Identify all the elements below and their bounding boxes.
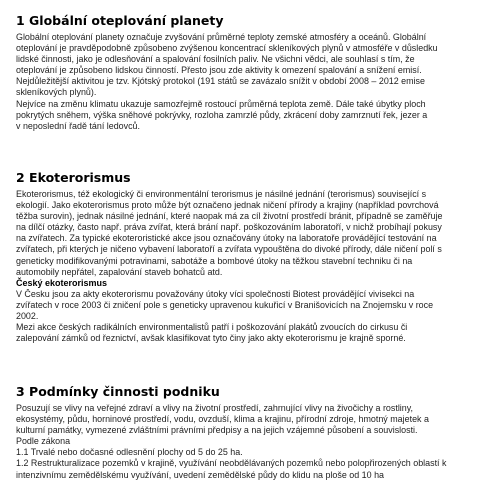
text-line: lidské činnosti, jako je odlesňování a spalování fosilních paliv. Ne všichni vědci, ale souhlasí s tím, že [16, 54, 415, 65]
text-line: skleníkových plynů). [16, 87, 97, 98]
section-1-heading: 1 Globální oteplování planety [16, 13, 224, 28]
text-line: 2002. [16, 311, 39, 322]
section-2-paragraph-1 [16, 189, 478, 278]
text-line: zvířatech v roce 2003 či zničení pole s geneticky upravenou kukuřicí v Branišovicích na Znojemsku v roce [16, 300, 434, 311]
text-line: na zvířatech. Za typické ekoteroristické akce jsou označovány útoky na laboratoře provádějící testování na [16, 233, 437, 244]
text-line: automobily nepřátel, zapalování staveb bohatců atd. [16, 266, 223, 277]
text-line: 1.1 Trvalé nebo dočasné odlesnění plochy od 5 do 25 ha. [16, 447, 243, 458]
text-line: na dílčí otázky, často např. práva zvířat, která brání např. poškozováním laboratoří, v nichž probíhají pokusy [16, 222, 442, 233]
text-line: Globální oteplování planety označuje zvyšování průměrné teploty zemské atmosféry a oceánů. Globální [16, 32, 427, 42]
text-line: zalepování zámků od řeznictví, avšak klasifikovat tyto činy jako akty ekoterorismu je krajně sporné. [16, 333, 406, 344]
text-line: oteplování je pravděpodobně způsobeno zvýšenou koncentrací skleníkových plynů v atmosféře v důsledku [16, 43, 438, 54]
section-3-heading: 3 Podmínky činnosti podniku [16, 384, 220, 399]
text-line: ekologií. Jako ekoterorismus proto může být označeno jednak ničení přírody a krajiny (například povrchová [16, 200, 439, 211]
text-line: Mezi akce českých radikálních environmentalistů patří i poškozování plakátů zvoucích do cirkusu či [16, 322, 408, 332]
section-1-paragraph-2 [16, 99, 478, 132]
text-line: 1.2 Restrukturalizace pozemků v krajině, využívání neobdělávaných pozemků nebo polopřirozených oblastí k [16, 458, 447, 469]
section-2-paragraph-3 [16, 322, 478, 344]
text-line: Posuzují se vlivy na veřejné zdraví a vlivy na životní prostředí, zahrnující vlivy na živočichy a rostliny, [16, 403, 414, 413]
text-line: geneticky modifikovanými potravinami, sabotáže a bombové útoky na těžkou stavební techniku či na [16, 255, 413, 266]
text-line: těžba surovin), jednak násilné jednání, které naopak má za cíl životní prostředí bránit, případně se zaměřuje [16, 211, 443, 222]
text-line: oteplování je způsobeno lidskou činností. Přesto jsou zde aktivity k omezení spalování a snížení emisí. [16, 65, 422, 76]
text-line: v neposlední řadě tání ledovců. [16, 121, 141, 132]
section-3-paragraph-1 [16, 403, 478, 481]
section-2-subheading: Český ekoterorismus [16, 278, 108, 288]
text-line: intenzivnímu zemědělskému využívání, uvedení zemědělské půdy do klidu na ploše od 10 ha [16, 469, 385, 480]
text-line: Nejdůležitější aktivitou je tzv. Kjótský protokol (191 států se zavázalo snížit v období 2008 – 2012 emise [16, 76, 425, 87]
text-line: Nejvíce na změnu klimatu ukazuje samozřejmě rostoucí průměrná teplota země. Dále také úbytky ploch [16, 99, 426, 109]
text-line: Ekoterorismus, též ekologický či environmentální terorismus je násilné jednání (terorismus) související s [16, 189, 427, 199]
text-line: V Česku jsou za akty ekoterorismu považovány útoky víci společnosti Biotest provádějící vivisekci na [16, 289, 415, 299]
section-2-paragraph-2 [16, 289, 478, 322]
text-line: pokrytých sněhem, výška sněhové pokrývky, rozloha zamrzlé půdy, zkrácení doby zamrznutí řek, jezer a [16, 110, 428, 121]
text-line: ekosystémy, půdu, horninové prostředí, vodu, ovzduší, klima a krajinu, přírodní zdroje, hmotný majetek a [16, 414, 429, 425]
text-line: kulturní památky, vymezené zvláštními právními předpisy a na jejich vzájemné působení a souvislosti. [16, 425, 418, 436]
section-1-paragraph-1 [16, 32, 478, 99]
text-line: Podle zákona [16, 436, 71, 447]
text-line: zvířatech, při kterých je ničeno vybavení laboratoří a zvířata vypouštěna do divoké přírody, dále ničení polí s [16, 244, 442, 255]
section-2-heading: 2 Ekoterorismus [16, 170, 131, 185]
